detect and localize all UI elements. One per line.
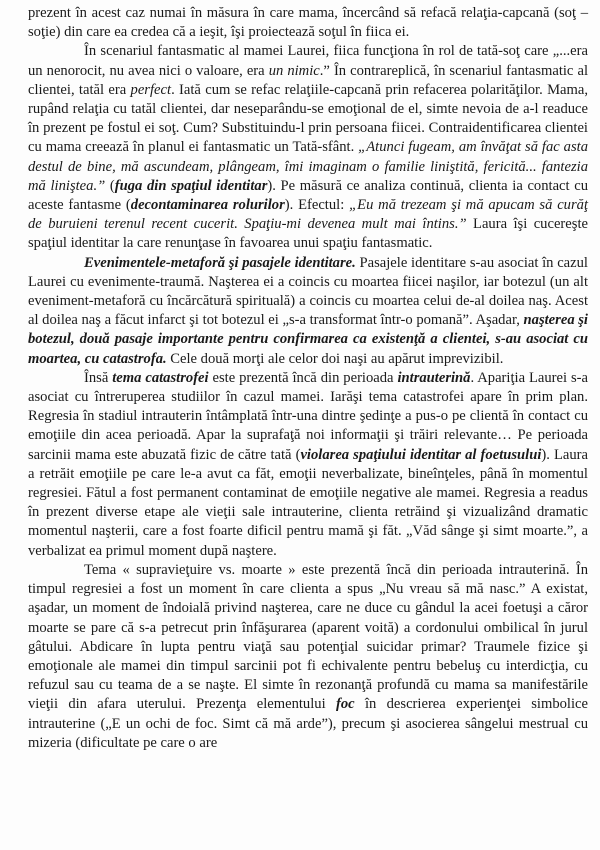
body-text: Cele două morţi ale celor doi naşi au apărut imprevizibil. (166, 350, 504, 367)
body-text: . Iată cum se refac relaţiile-capcană prin refacerea polarităţilor. Mama, rupând relaţia cu tatăl clientei, dar neseparându-se emoţional de el, simte nevoia de a-l readuce în prezent pe fostul ei soţ. Cum? Substituindu-l prin persoana fiicei. Contraidentificarea clientei cu mama creează în planul ei fantasmatic un Tată-sfânt. (28, 81, 589, 156)
emphasis-text: perfect (130, 81, 172, 98)
body-text: ). Laura a retrăit emoţiile pe care le-a avut ca făt, emoţii neverbalizate, bineînţeles, până în momentul regresiei. Fătul a fost permanent contaminat de emoţiile negative ale mamei. Regresia a readus în prezent diverse etape ale vieţii sale intrauterine, clienta retrăind şi vizualizând dramatic momentul naşterii, care a fost foarte dificil pentru mamă şi făt. „Văd sânge şi simt moarte.”, a verbalizat ea primul moment după naştere. (28, 446, 589, 559)
emphasis-text: „Atunci fugeam, am învăţat să fac asta destul de bine, mă ascundeam, plângeam, îmi imaginam o familie liniştită, fericită... fantezia mă liniştea.” (28, 139, 588, 194)
paragraph (28, 369, 588, 561)
body-text: este prezentă încă din perioada (208, 369, 398, 386)
emphasis-text: violarea spaţiului identitar al foetusului (300, 446, 542, 463)
body-text: ( (105, 177, 115, 194)
body-text: ). Efectul: (284, 197, 350, 214)
emphasis-text: fuga din spaţiul identitar (114, 177, 268, 194)
body-text: prezent în acest caz numai în măsura în care mama, încercând să refacă relaţia-capcană (soţ – soţie) din care ea credea că a ieşit, îşi proiectează soţul în fiica ei. (28, 5, 588, 41)
paragraph (28, 254, 588, 369)
emphasis-text: decontaminarea rolurilor (130, 197, 285, 214)
paragraph (28, 42, 588, 253)
body-text: Tema « supravieţuire vs. moarte » este prezentă încă din perioada intrauterină. În timpul regresiei a fost un moment în care clienta a spus „Nu vreau să mă nasc.” A existat, aşadar, un moment de îndoială privind naşterea, care ne duce cu gândul la acei foetuşi a căror moarte se pare că s-a petrecut prin înfăşurarea (aparent voită) a cordonului ombilical în jurul gâtului. Abdicare în lupta pentru viaţă sau potenţial suicidar primar? Traumele fizice şi emoţionale ale mamei din timpul sarcinii pot fi echivalente pentru bebeluş cu interdicţia, cu refuzul sau cu teama de a se naşte. El simte în rezonanţă profundă cu mama sa manifestările vieţii din afara uterului. Prezenţa elementului (28, 561, 588, 713)
emphasis-text: tema catastrofei (112, 369, 209, 386)
body-text: Pasajele identitare s-au asociat în cazul Laurei cu evenimente-traumă. Naşterea ei a coincis cu moartea fiicei naşilor, iar botezul (un alt eveniment-metaforă cu încărcătură spirituală) a coincis cu moartea celui de-al doilea naş. Acest al doilea naş a făcut infarct şi tot botezul ei „s-a transformat într-o pomană”. Aşadar, (28, 254, 588, 329)
emphasis-text: „Eu mă trezeam şi mă apucam să curăţ de buruieni terenul recent cucerit. Spaţiu-mi devenea mult mai întins.” (28, 197, 588, 233)
emphasis-text: un nimic (268, 62, 320, 79)
paragraph (28, 4, 588, 42)
body-text: Însă (84, 369, 113, 386)
paragraph (28, 561, 588, 753)
emphasis-text: Evenimentele-metaforă şi pasajele identitare. (84, 254, 356, 271)
body-text: . Apariţia Laurei s-a asociat cu întreruperea studiilor în cazul mamei. Iarăşi tema catastrofei apare în prim plan. Regresia în stadiul intrauterin întâmplată într-una dintre şedinţe a pus-o pe clientă în contact cu emoţiile din acea perioadă. Apar la suprafaţă noi informaţii şi trăiri relevante… Pe perioada sarcinii mama este abuzată fizic de către tată ( (28, 369, 589, 463)
body-text: În scenariul fantasmatic al mamei Laurei, fiica funcţiona în rol de tată-soţ care „...era un nenorocit, nu avea nici o valoare, era (28, 43, 588, 79)
body-text: în descrierea experienţei simbolice intrauterine („E un ochi de foc. Simt că mă arde”), precum şi asocierea sângelui mestrual cu mizeria (dificultate pe care o are (28, 696, 588, 751)
emphasis-text: intrauterină (397, 369, 471, 386)
body-text: Laura îşi cucereşte spaţiul identitar la care renunţase în favoarea unui spaţiu fantasmatic. (28, 216, 588, 252)
emphasis-text: naşterea şi botezul, două pasaje importante pentru confirmarea ca existenţă a clientei, s-au asociat cu moartea, cu catastrofa. (28, 312, 588, 367)
body-text: ). Pe măsură ce analiza continuă, clienta ia contact cu aceste fantasme ( (28, 177, 589, 214)
body-text: .” În contrareplică, în scenariul fantasmatic al clientei, tatăl era (28, 62, 588, 98)
emphasis-text: foc (335, 696, 355, 713)
